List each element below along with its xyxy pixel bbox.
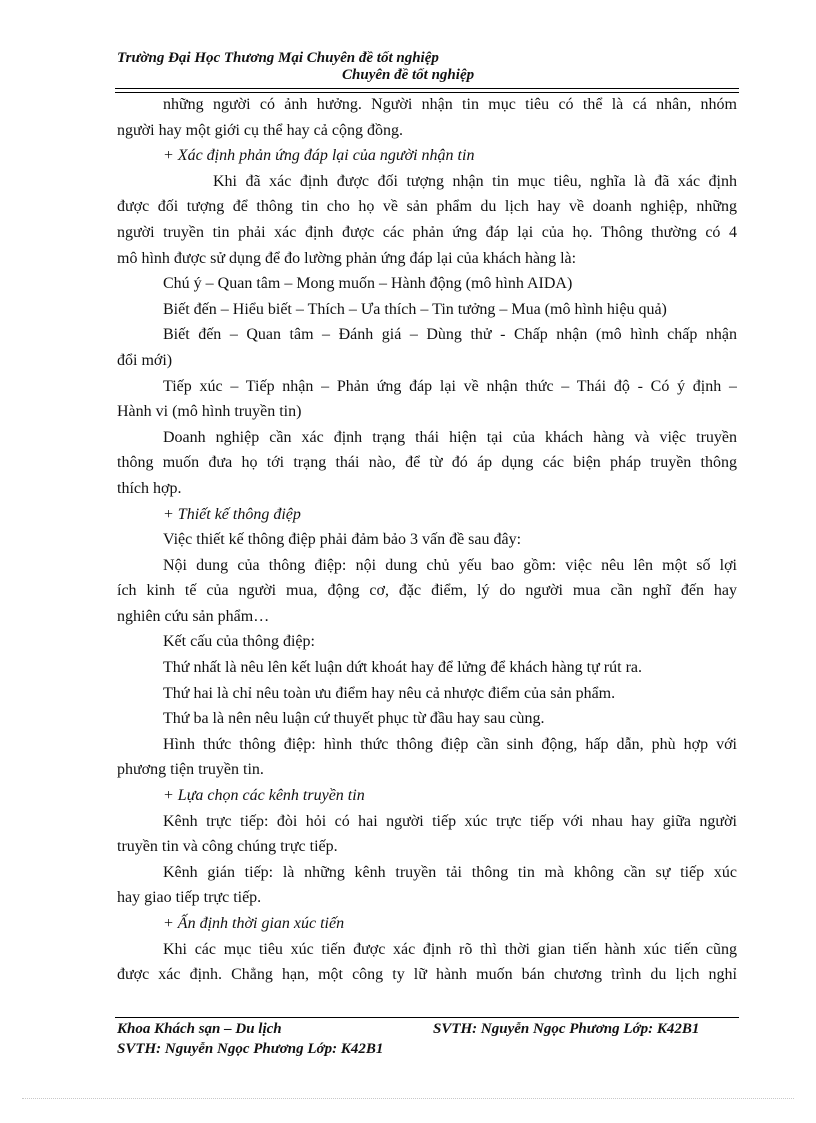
text-line: Hình thức thông điệp: hình thức thông điệp cần sinh động, hấp dẫn, phù hợp với [163,735,737,753]
text-line: Kênh trực tiếp: đòi hỏi có hai người tiếp xúc trực tiếp với nhau hay giữa người [163,812,737,830]
text-line: Kết cấu của thông điệp: [163,633,315,651]
text-line: truyền tin và công chúng trực tiếp. [117,838,338,856]
section-heading: + Xác định phản ứng đáp lại của người nhận tin [163,147,475,165]
text-line: được xác định. Chẳng hạn, một công ty lữ hành muốn bán chương trình du lịch nghỉ [117,966,737,984]
page-bottom-border [22,1098,794,1099]
text-line: hay giao tiếp trực tiếp. [117,889,262,907]
footer-line-2: SVTH: Nguyễn Ngọc Phương Lớp: K42B1 [117,1041,384,1057]
text-line: Biết đến – Quan tâm – Đánh giá – Dùng thử - Chấp nhận (mô hình chấp nhận [163,326,737,344]
section-heading: + Lựa chọn các kênh truyền tin [163,787,365,805]
footer-student: SVTH: Nguyễn Ngọc Phương Lớp: K42B1 [433,1021,700,1037]
text-line: những người có ảnh hưởng. Người nhận tin mục tiêu có thể là cá nhân, nhóm [163,96,737,113]
header-subtitle: Chuyên đề tốt nghiệp [342,67,475,83]
text-line: Việc thiết kế thông điệp phải đảm bảo 3 vấn đề sau đây: [163,531,522,549]
text-line: người truyền tin phải xác định được các phản ứng đáp lại của họ. Thông thường có 4 [117,223,737,241]
text-line: đổi mới) [117,351,173,369]
text-line: Khi đã xác định được đối tượng nhận tin mục tiêu, nghĩa là đã xác định [213,172,737,190]
section-heading: + Ấn định thời gian xúc tiến [163,915,345,932]
text-line: Chú ý – Quan tâm – Mong muốn – Hành động (mô hình AIDA) [163,275,573,293]
text-line: thích hợp. [117,479,182,497]
document-body [117,92,737,988]
text-line: Thứ nhất là nêu lên kết luận dứt khoát hay để lửng để khách hàng tự rút ra. [163,659,642,677]
section-heading: + Thiết kế thông điệp [163,505,301,523]
text-line: người hay một giới cụ thể hay cả cộng đồng. [117,121,403,139]
text-line: thông muốn đưa họ tới trạng thái nào, để từ đó áp dụng các biện pháp truyền thông [117,454,737,472]
text-line: Biết đến – Hiểu biết – Thích – Ưa thích – Tin tưởng – Mua (mô hình hiệu quả) [163,300,667,318]
text-line: Thứ ba là nên nêu luận cứ thuyết phục từ đầu hay sau cùng. [163,710,545,728]
footer-rule [115,1017,739,1018]
text-line: phương tiện truyền tin. [117,761,264,779]
text-line: mô hình được sử dụng để đo lường phản ứng đáp lại của khách hàng là: [117,249,577,267]
header-title: Trường Đại Học Thương Mại Chuyên đề tốt nghiệp [117,50,439,66]
text-line: Tiếp xúc – Tiếp nhận – Phản ứng đáp lại về nhận thức – Thái độ - Có ý định – [163,377,737,395]
text-line: Khi các mục tiêu xúc tiến được xác định rõ thì thời gian tiến hành xúc tiến cũng [163,940,737,958]
footer-faculty: Khoa Khách sạn – Du lịch [117,1021,282,1037]
text-line: ích kinh tế của người mua, động cơ, đặc điểm, lý do người mua cần nghĩ đến hay [117,582,737,600]
text-line: Kênh gián tiếp: là những kênh truyền tải thông tin mà không cần sự tiếp xúc [163,863,737,881]
text-line: Doanh nghiệp cần xác định trạng thái hiện tại của khách hàng và việc truyền [163,428,737,446]
text-line: được đối tượng để thông tin cho họ về sản phẩm du lịch hay về doanh nghiệp, những [117,198,737,216]
text-line: Thứ hai là chỉ nêu toàn ưu điểm hay nêu cả nhược điểm của sản phẩm. [163,684,616,702]
text-line: nghiên cứu sản phẩm… [117,607,270,625]
text-line: Hành vi (mô hình truyền tin) [117,403,302,421]
text-line: Nội dung của thông điệp: nội dung chủ yếu bao gồm: việc nêu lên một số lợi [163,556,737,574]
